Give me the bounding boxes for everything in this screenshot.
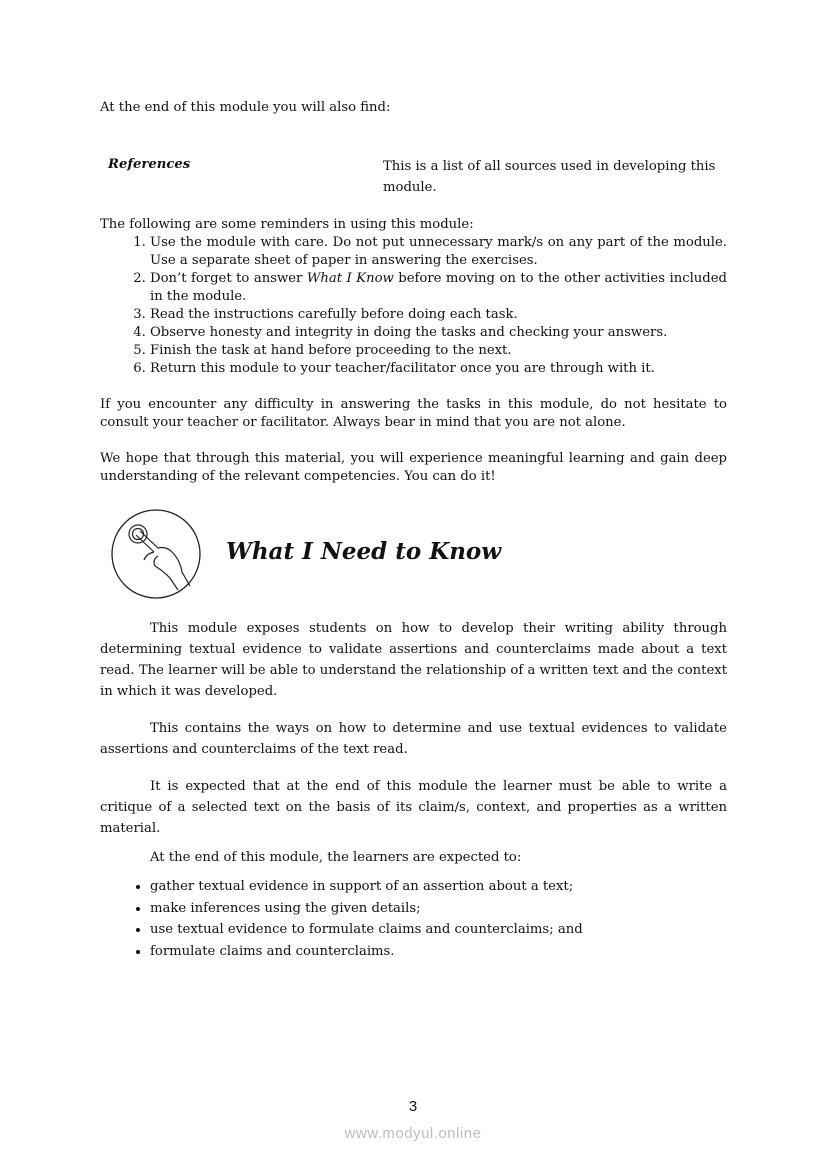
reminders-list [100,234,727,378]
watermark: www.modyul.online [344,1125,482,1142]
hand-pointer-icon [110,508,202,604]
intro-text: At the end of this module you will also find: [100,100,391,115]
difficulty-paragraph: If you encounter any difficulty in answering the tasks in this module, do not hesitate to consult your teacher or facilitator. Always bear in mind that you are not alone. [100,397,727,430]
page-number: 3 [408,1098,418,1115]
list-item: 4. Observe honesty and integrity in doing the tasks and checking your answers. [150,324,727,342]
list-item: • use textual evidence to formulate claims and counterclaims; and [150,919,727,941]
list-item: 2. Don’t forget to answer What I Know before moving on to the other activities included in the module. [150,270,727,306]
list-item: 6. Return this module to your teacher/facilitator once you are through with it. [150,360,727,378]
section-title: What I Need to Know [226,538,502,565]
hope-paragraph: We hope that through this material, you will experience meaningful learning and gain deep understanding of the relevant competencies. You can do it! [100,451,727,484]
list-item: • make inferences using the given details; [150,898,727,920]
list-item: • formulate claims and counterclaims. [150,941,727,963]
list-item: • gather textual evidence in support of an assertion about a text; [150,876,727,898]
list-item: 3. Read the instructions carefully before doing each task. [150,306,727,324]
section-paragraph: This module exposes students on how to develop their writing ability through determining textual evidence to validate assertions and counterclaims made about a text read. The learner will be able to understand the relationship of a written text and the context in which it was developed. [100,621,727,699]
references-description: This is a list of all sources used in developing this module. [383,159,716,195]
section-paragraph: It is expected that at the end of this module the learner must be able to write a critique of a selected text on the basis of its claim/s, context, and properties as a written material. [100,779,727,836]
objectives-list [100,876,727,962]
list-item: 5. Finish the task at hand before proceeding to the next. [150,342,727,360]
section-paragraph: This contains the ways on how to determine and use textual evidences to validate assertions and counterclaims of the text read. [100,721,727,757]
references-term: References [108,157,191,172]
list-item: 1. Use the module with care. Do not put unnecessary mark/s on any part of the module. Use a separate sheet of paper in answering the exercises. [150,234,727,270]
reminders-intro: The following are some reminders in using this module: [100,217,474,232]
section-paragraph: At the end of this module, the learners are expected to: [150,850,522,865]
